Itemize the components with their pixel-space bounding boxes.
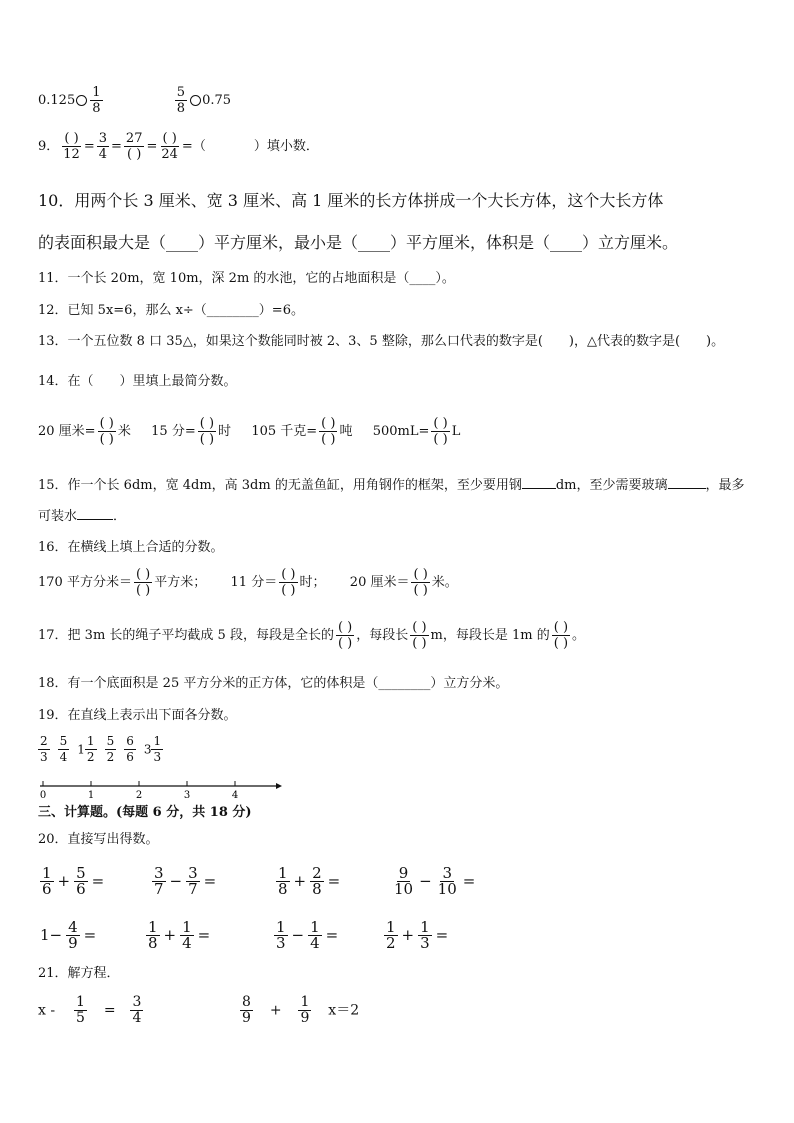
q15-blank-glass[interactable]	[668, 488, 706, 489]
tick-label-1: 1	[87, 790, 95, 800]
q14-items: 20 厘米= $\frac{( )}{( )}$ 米 15 分= $\frac{( )}{( )}$ 时 105 千克= $\frac{( )}{( )}$ 吨 500mL= $\frac{( )}{( )}$ L	[38, 416, 461, 447]
q19-fraction-1: $\frac{2}{3}$	[40, 734, 48, 764]
q17-line: 17．把 3m 长的绳子平均截成 5 段，每段是全长的 $\frac{( )}{( )}$ ，每段长 $\frac{( )}{( )}$ m，每段长是 1m 的 $\frac{( )}{( )}$ 。	[38, 620, 586, 651]
q11-line: 11．一个长 20m，宽 10m，深 2m 的水池，它的占地面积是（____）。	[38, 271, 455, 286]
q19-fractions	[38, 734, 171, 765]
q20-expr-2: $\frac{3}{7}$ − $\frac{3}{7}$ =	[154, 864, 217, 898]
q21-title: 21．解方程．	[38, 966, 120, 981]
q9-line: 9． $\frac{( )}{12}$ = $\frac{3}{4}$ = $\frac{27}{( )}$ = $\frac{( )}{24}$ =（ ）填小数．	[38, 131, 319, 162]
q16-blank-3[interactable]: $\frac{( )}{( )}$	[413, 567, 428, 598]
number-line[interactable]	[36, 776, 286, 800]
q19-fraction-6: 3 $\frac{1}{3}$	[143, 734, 162, 764]
q16-blank-1[interactable]: $\frac{( )}{( )}$	[135, 567, 151, 598]
q19-fraction-3: 1 $\frac{1}{2}$	[77, 734, 95, 764]
q18-line: 18．有一个底面积是 25 平方分米的正方体，它的体积是（________）立方分米。	[38, 676, 509, 691]
q8-a-fraction: $\frac{1}{8}$	[92, 85, 101, 116]
q17-blank-3[interactable]: $\frac{( )}{( )}$	[553, 620, 569, 651]
section-3-heading: 三、计算题。(每题 6 分，共 18 分)	[38, 805, 252, 820]
compare-circle-1[interactable]	[76, 95, 87, 106]
q20-expr-8: $\frac{1}{2}$ + $\frac{1}{3}$ =	[386, 918, 449, 952]
q8-b-fraction: $\frac{5}{8}$	[176, 85, 186, 116]
compare-circle-2[interactable]	[190, 95, 201, 106]
tick-label-4: 4	[231, 790, 239, 800]
q10-line-2: 的表面积最大是（____）平方厘米，最小是（____）平方厘米，体积是（____）立方厘米。	[38, 233, 679, 252]
number-line-arrow-icon	[276, 783, 282, 789]
q19-fraction-5: $\frac{6}{6}$	[126, 734, 134, 764]
q8-b-right: 0.75	[202, 93, 232, 108]
q15-blank-steel[interactable]	[522, 488, 556, 489]
q21-eq-2: $\frac{8}{9}$ + $\frac{1}{9}$ x＝2	[242, 994, 360, 1026]
q14-blank-4[interactable]: $\frac{( )}{( )}$	[433, 416, 448, 447]
q19-fraction-2: $\frac{5}{4}$	[59, 734, 68, 764]
q19-fraction-4: $\frac{5}{2}$	[106, 734, 115, 764]
q14-blank-2[interactable]: $\frac{( )}{( )}$	[199, 416, 215, 447]
tick-label-3: 3	[183, 790, 191, 800]
q20-expr-5: 1− $\frac{4}{9}$ =	[40, 918, 97, 952]
tick-label-0: 0	[39, 790, 47, 800]
q17-blank-2[interactable]: $\frac{( )}{( )}$	[412, 620, 427, 651]
q20-expr-1: $\frac{1}{6}$ + $\frac{5}{6}$ =	[42, 864, 105, 898]
q9-frac-3[interactable]: $\frac{27}{( )}$	[125, 131, 143, 162]
q9-frac-1[interactable]: $\frac{( )}{12}$	[63, 131, 80, 162]
q9-frac-2: $\frac{3}{4}$	[98, 131, 108, 162]
q9-number: 9．	[38, 139, 60, 154]
q19-title: 19．在直线上表示出下面各分数。	[38, 708, 237, 723]
q10-line-1: 10．用两个长 3 厘米、宽 3 厘米、高 1 厘米的长方体拼成一个大长方体，这个大长方体	[38, 191, 664, 210]
q8-a-left: 0.125	[38, 93, 76, 108]
q9-frac-4[interactable]: $\frac{( )}{24}$	[161, 131, 178, 162]
q17-blank-1[interactable]: $\frac{( )}{( )}$	[337, 620, 353, 651]
q20-expr-4: $\frac{9}{10}$ − $\frac{3}{10}$ =	[394, 864, 476, 898]
q8-line	[38, 85, 231, 116]
q16-blank-2[interactable]: $\frac{( )}{( )}$	[281, 567, 296, 598]
q14-title: 14．在（ ）里填上最简分数。	[38, 374, 237, 389]
q14-blank-1[interactable]: $\frac{( )}{( )}$	[99, 416, 114, 447]
q16-items: 170 平方分米＝ $\frac{( )}{( )}$ 平方米； 11 分＝ $\frac{( )}{( )}$ 时； 20 厘米＝ $\frac{( )}{( )}$ 米。	[38, 567, 458, 598]
q13-line: 13．一个五位数 8 口 35△，如果这个数能同时被 2、3、5 整除，那么口代表的数字是( )，△代表的数字是( )。	[38, 334, 725, 349]
q21-eq-1: x - $\frac{1}{5}$ = $\frac{3}{4}$	[38, 994, 142, 1026]
q20-expr-6: $\frac{1}{8}$ + $\frac{1}{4}$ =	[148, 918, 211, 952]
tick-label-2: 2	[135, 790, 143, 800]
q20-expr-3: $\frac{1}{8}$ + $\frac{2}{8}$ =	[278, 864, 341, 898]
q15-line-2: 可装水 ．	[38, 509, 127, 524]
q20-expr-7: $\frac{1}{3}$ − $\frac{1}{4}$ =	[276, 918, 339, 952]
q14-blank-3[interactable]: $\frac{( )}{( )}$	[321, 416, 336, 447]
q15-blank-water[interactable]	[77, 519, 113, 520]
q12-line: 12．已知 5x=6，那么 x÷（________）=6。	[38, 303, 304, 318]
q20-title: 20．直接写出得数。	[38, 832, 159, 847]
q15-line-1: 15．作一个长 6dm，宽 4dm，高 3dm 的无盖鱼缸，用角钢作的框架，至少要用钢 dm，至少需要玻璃 ，最多	[38, 478, 745, 493]
q16-title: 16．在横线上填上合适的分数。	[38, 540, 224, 555]
